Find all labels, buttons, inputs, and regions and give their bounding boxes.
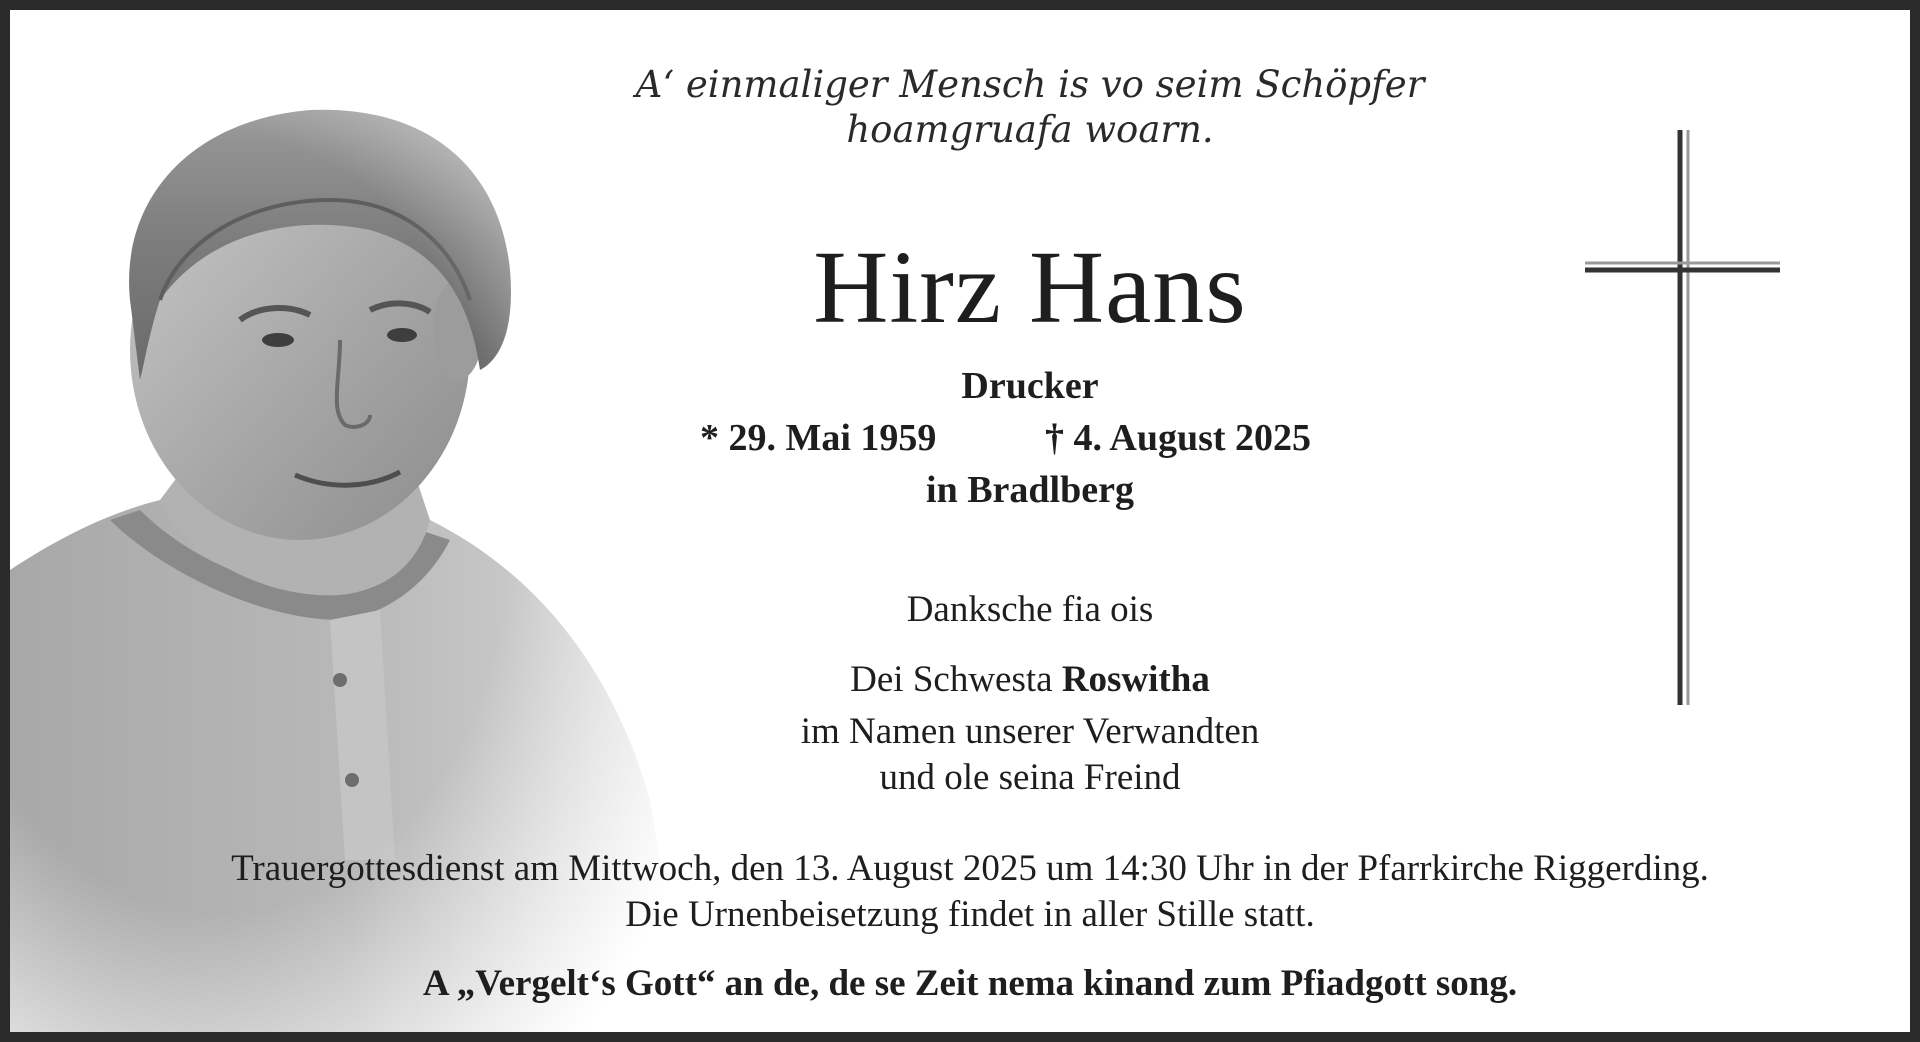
service-line-1: Trauergottesdienst am Mittwoch, den 13. August 2025 um 14:30 Uhr in der Pfarrkirche Riggerding. [231,848,1709,889]
death-date: † 4. August 2025 [1045,417,1312,459]
deceased-name: Hirz Hans [813,230,1247,345]
service-line-2: Die Urnenbeisetzung findet in aller Stille statt. [625,894,1315,935]
closing-line: A „Vergelt‘s Gott“ an de, de se Zeit nema kinand zum Pfiadgott song. [422,963,1518,1004]
cross-icon [1580,125,1790,715]
place: in Bradlberg [926,469,1134,511]
thanks-heading: Danksche fia ois [906,589,1154,630]
occupation: Drucker [961,365,1099,407]
life-dates [690,416,1390,464]
sister-prefix: Dei Schwesta [850,659,1053,700]
thanks-relatives: im Namen unserer Verwandten [800,711,1260,752]
service-info [10,846,1920,938]
sister-name: Roswitha [1061,659,1210,700]
birth-date: * 29. Mai 1959 [700,417,937,459]
quote-line-1: A‘ einmaliger Mensch is vo seim Schöpfer [635,63,1425,106]
thanks-friends: und ole seina Freind [879,757,1181,798]
quote-line-2: hoamgruafa woarn. [846,108,1214,151]
